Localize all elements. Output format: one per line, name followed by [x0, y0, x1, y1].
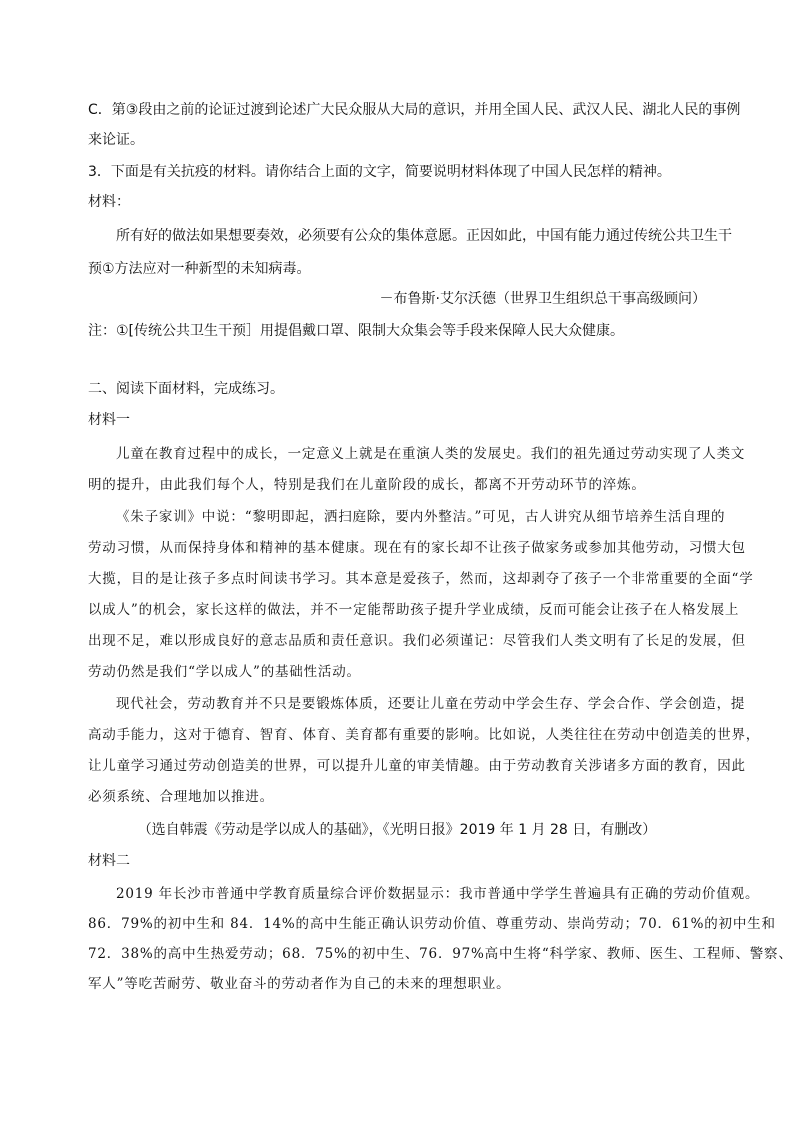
quote-line-1: 所有好的做法如果想要奏效，必须要有公众的集体意愿。正因如此，中国有能力通过传统公共卫生干 — [116, 228, 732, 244]
material-1-line: 出现不足，难以形成良好的意志品质和责任意识。我们必须谨记：尽管我们人类文明有了长足的发展，但 — [88, 633, 746, 649]
material-1-line: 劳动仍然是我们“学以成人”的基础性活动。 — [88, 664, 361, 680]
material-label: 材料： — [88, 194, 130, 210]
material-1-source: （选自韩震《劳动是学以成人的基础》，《光明日报》2019 年 1 月 28 日，有删改） — [137, 822, 657, 838]
section-heading: 二、阅读下面材料，完成练习。 — [88, 381, 284, 397]
option-c-line-1: C．第③段由之前的论证过渡到论述广大民众服从大局的意识，并用全国人民、武汉人民、湖北人民的事例 — [88, 102, 741, 118]
material-1-line: 让儿童学习通过劳动创造美的世界，可以提升儿童的审美情趣。由于劳动教育关涉诸多方面的教育，因此 — [88, 758, 746, 774]
material-1-line: 明的提升，由此我们每个人，特别是我们在儿童阶段的成长，都离不开劳动环节的淬炼。 — [88, 477, 646, 493]
option-c-line-2: 来论证。 — [88, 132, 144, 148]
material-2-line: 72．38%的高中生热爱劳动；68．75%的初中生、76．97%高中生将“科学家、教师、医生、工程师、警察、 — [88, 946, 793, 962]
material-2-line: 86．79%的初中生和 84．14%的高中生能正确认识劳动价值、尊重劳动、崇尚劳动；70．61%的初中生和 — [88, 916, 776, 932]
material-1-line: 劳动习惯，从而保持身体和精神的基本健康。现在有的家长却不让孩子做家务或参加其他劳动，习惯大包 — [88, 540, 746, 556]
quote-source: －布鲁斯·艾尔沃德（世界卫生组织总干事高级顾问） — [379, 291, 706, 307]
material-2-label: 材料二 — [88, 853, 130, 869]
material-1-line: 《朱子家训》中说：“黎明即起，洒扫庭除，要内外整洁。”可见，古人讲究从细节培养生活自理的 — [116, 509, 726, 525]
footnote: 注：①[传统公共卫生干预］用提倡戴口罩、限制大众集会等手段来保障人民大众健康。 — [88, 323, 625, 339]
material-2-line: 2019 年长沙市普通中学教育质量综合评价数据显示：我市普通中学学生普遍具有正确的劳动价值观。 — [116, 886, 760, 902]
material-1-label: 材料一 — [88, 412, 130, 428]
material-1-line: 现代社会，劳动教育并不只是要锻炼体质，还要让儿童在劳动中学会生存、学会合作、学会创造，提 — [116, 696, 746, 712]
material-1-line: 儿童在教育过程中的成长，一定意义上就是在重演人类的发展史。我们的祖先通过劳动实现了人类文 — [116, 446, 746, 462]
quote-line-2: 预①方法应对一种新型的未知病毒。 — [88, 261, 311, 277]
material-1-line: 以成人”的机会，家长这样的做法，并不一定能帮助孩子提升学业成绩，反而可能会让孩子在人格发展上 — [88, 602, 740, 618]
material-1-line: 必须系统、合理地加以推进。 — [88, 789, 274, 805]
material-1-line: 大揽，目的是让孩子多点时间读书学习。其本意是爱孩子，然而，这却剥夺了孩子一个非常重要的全面“学 — [88, 571, 754, 587]
material-1-line: 高动手能力，这对于德育、智育、体育、美育都有重要的影响。比如说，人类往往在劳动中创造美的世界， — [88, 727, 761, 743]
question-3-prompt: 3．下面是有关抗疫的材料。请你结合上面的文字，简要说明材料体现了中国人民怎样的精神。 — [88, 164, 671, 180]
material-2-line: 军人”等吃苦耐劳、敬业奋斗的劳动者作为自己的未来的理想职业。 — [88, 976, 511, 992]
